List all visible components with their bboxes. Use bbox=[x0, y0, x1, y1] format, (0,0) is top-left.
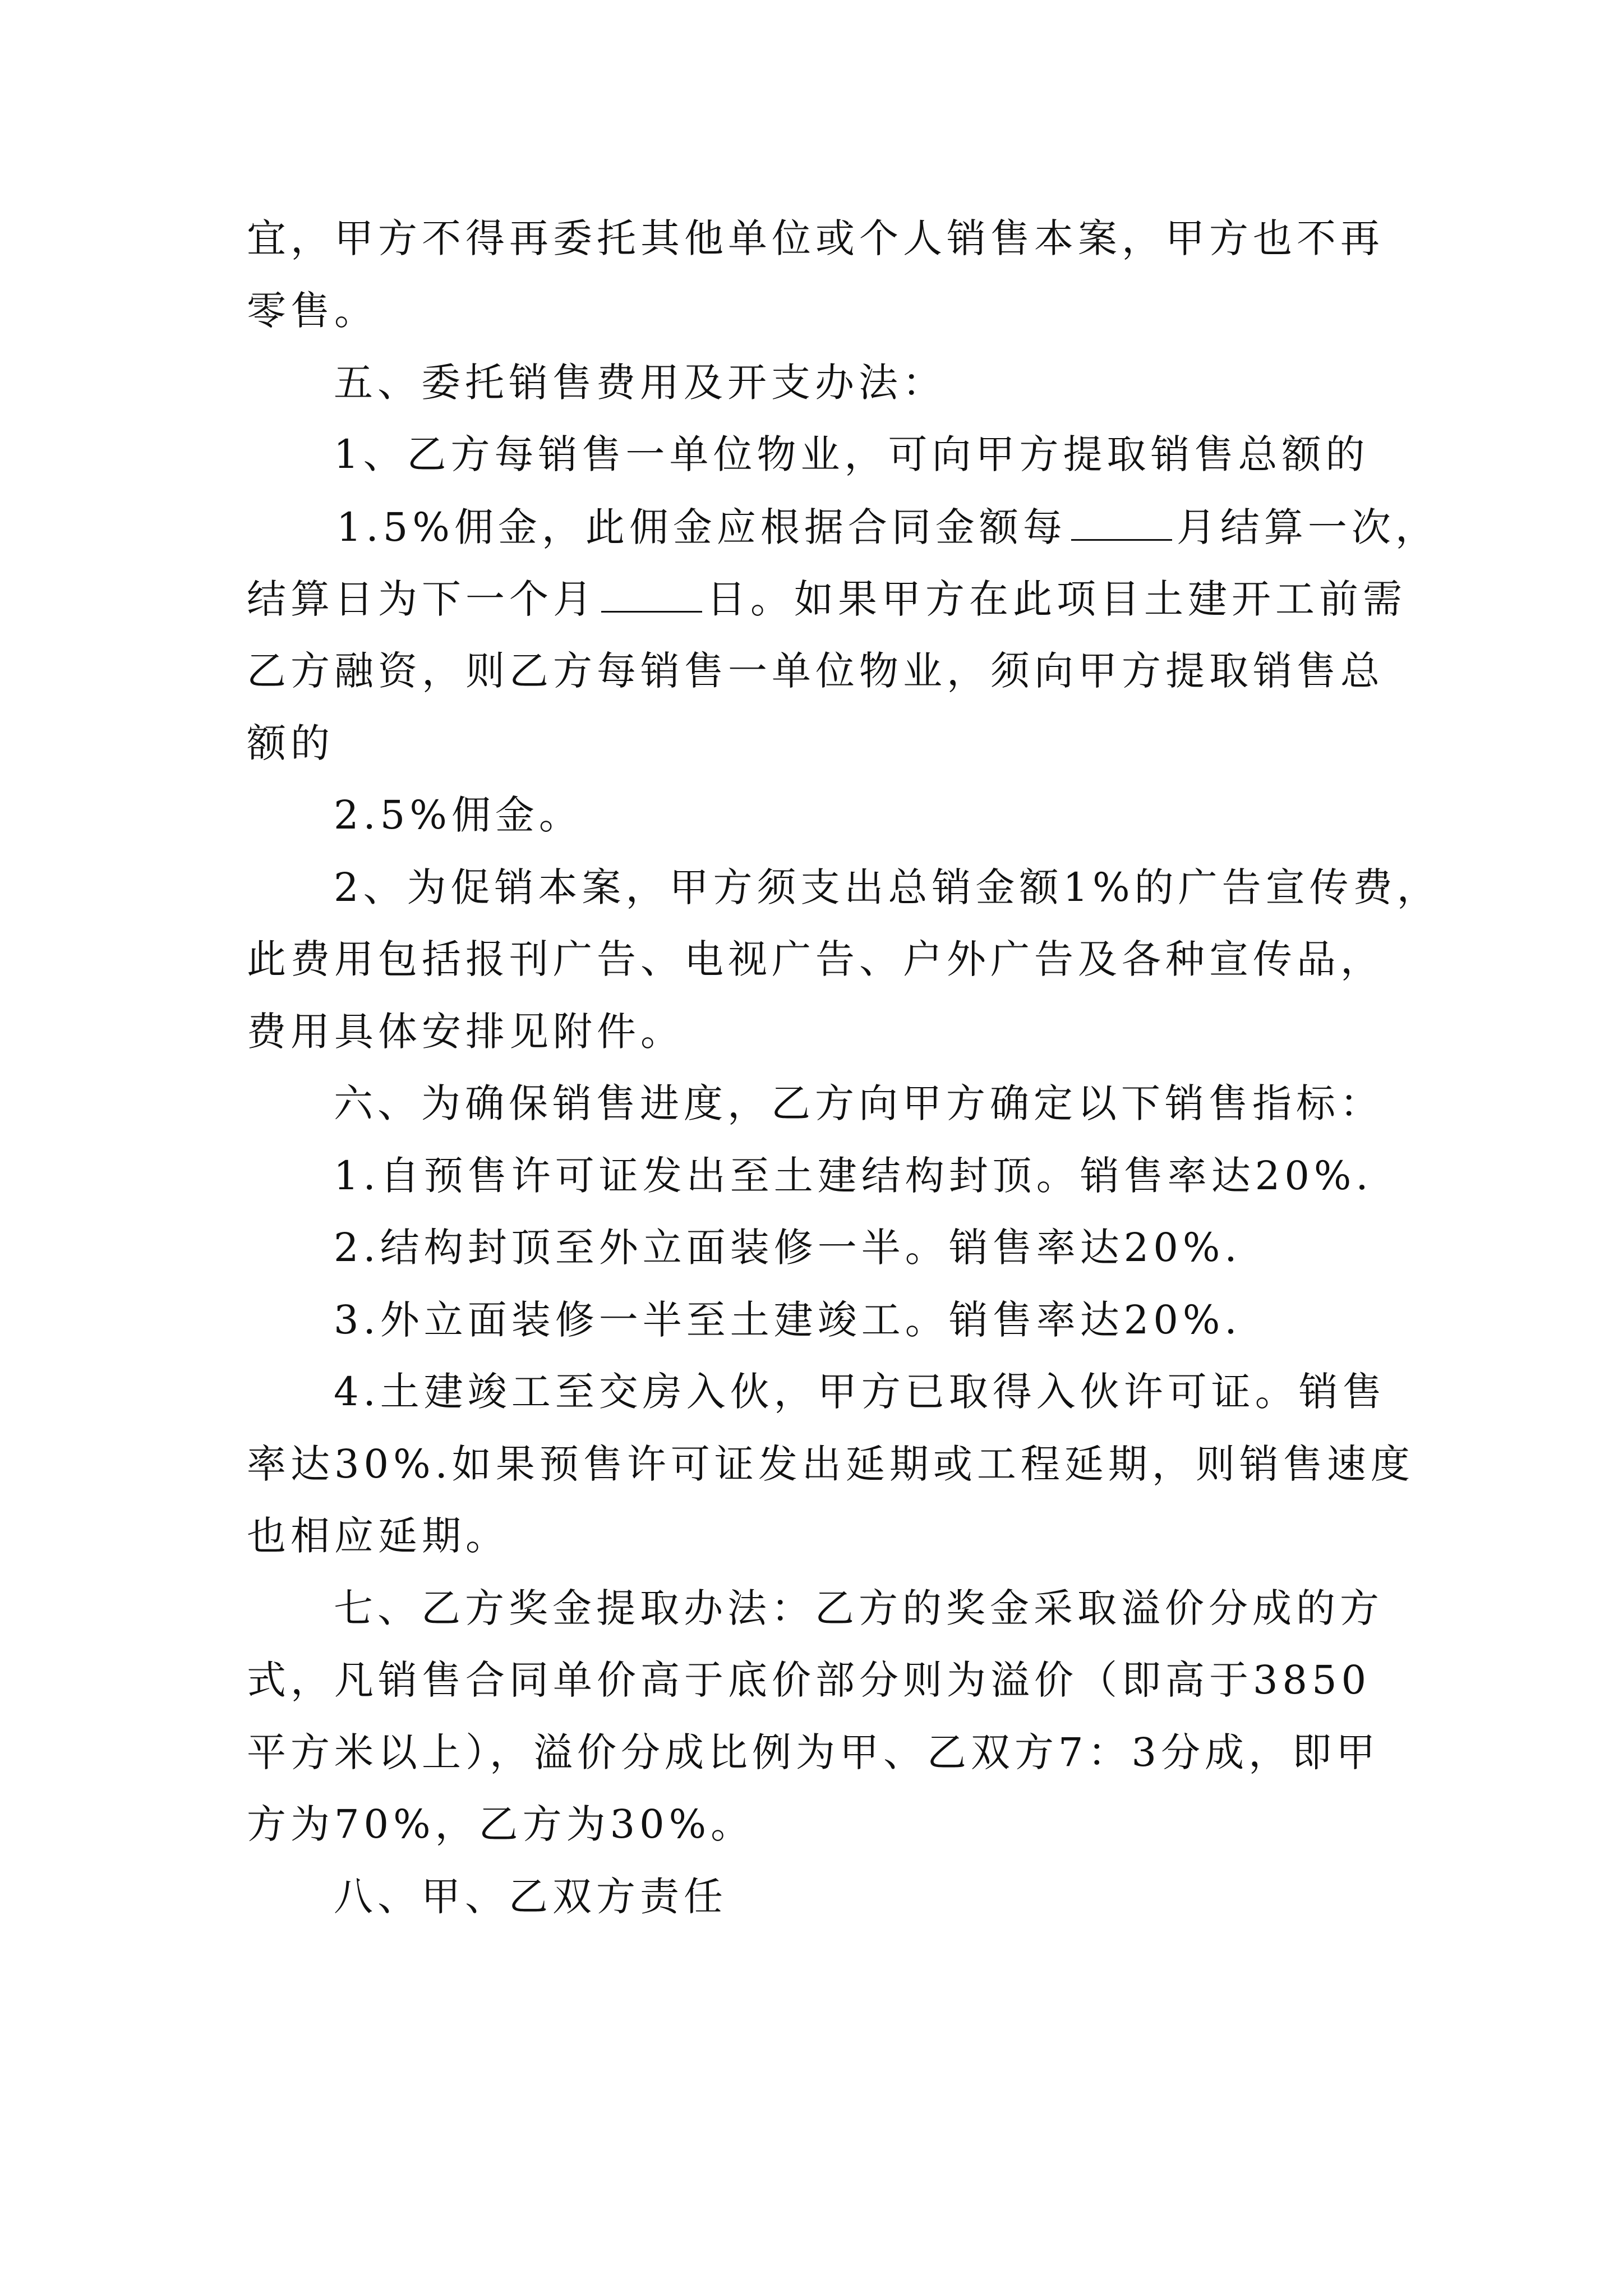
text-segment: 月结算一次， bbox=[1176, 504, 1439, 550]
list-item: 2.结构封顶至外立面装修一半。销售率达20%. bbox=[334, 1225, 1242, 1271]
text-line: 平方米以上），溢价分成比例为甲、乙双方7：3分成，即甲 bbox=[247, 1729, 1380, 1775]
text-line: 此费用包括报刊广告、电视广告、户外广告及各种宣传品， bbox=[247, 936, 1384, 982]
text-line bbox=[336, 499, 1439, 555]
text-line: 费用具体安排见附件。 bbox=[247, 1009, 684, 1055]
section-heading: 七、乙方奖金提取办法：乙方的奖金采取溢价分成的方 bbox=[334, 1585, 1384, 1631]
text-line: 零售。 bbox=[247, 288, 378, 334]
text-line bbox=[247, 571, 1407, 627]
text-line: 2.5%佣金。 bbox=[334, 792, 583, 838]
text-line: 1、乙方每销售一单位物业，可向甲方提取销售总额的 bbox=[334, 431, 1370, 477]
list-item: 4.土建竣工至交房入伙，甲方已取得入伙许可证。销售 bbox=[334, 1369, 1386, 1415]
section-heading: 六、为确保销售进度，乙方向甲方确定以下销售指标： bbox=[334, 1080, 1384, 1126]
text-line: 宜，甲方不得再委托其他单位或个人销售本案，甲方也不再 bbox=[247, 215, 1384, 261]
text-segment: 1.5%佣金，此佣金应根据合同金额每 bbox=[336, 504, 1067, 550]
text-segment: 日。如果甲方在此项目土建开工前需 bbox=[707, 576, 1407, 622]
text-line: 乙方融资，则乙方每销售一单位物业，须向甲方提取销售总 bbox=[247, 648, 1384, 694]
list-item: 1.自预售许可证发出至土建结构封顶。销售率达20%. bbox=[334, 1153, 1373, 1199]
text-line: 方为70%，乙方为30%。 bbox=[247, 1801, 755, 1847]
blank-underline bbox=[601, 573, 702, 613]
text-line: 式，凡销售合同单价高于底价部分则为溢价（即高于3850 bbox=[247, 1657, 1371, 1703]
blank-underline bbox=[1071, 501, 1172, 541]
text-line: 率达30%.如果预售许可证发出延期或工程延期，则销售速度 bbox=[247, 1441, 1414, 1487]
text-line: 2、为促销本案，甲方须支出总销金额1%的广告宣传费， bbox=[334, 864, 1441, 910]
list-item: 3.外立面装修一半至土建竣工。销售率达20%. bbox=[334, 1297, 1242, 1343]
section-heading: 八、甲、乙双方责任 bbox=[334, 1874, 727, 1920]
text-segment: 结算日为下一个月 bbox=[247, 576, 597, 622]
text-line: 也相应延期。 bbox=[247, 1513, 509, 1559]
section-heading: 五、委托销售费用及开支办法： bbox=[334, 360, 946, 406]
text-line: 额的 bbox=[247, 720, 334, 766]
